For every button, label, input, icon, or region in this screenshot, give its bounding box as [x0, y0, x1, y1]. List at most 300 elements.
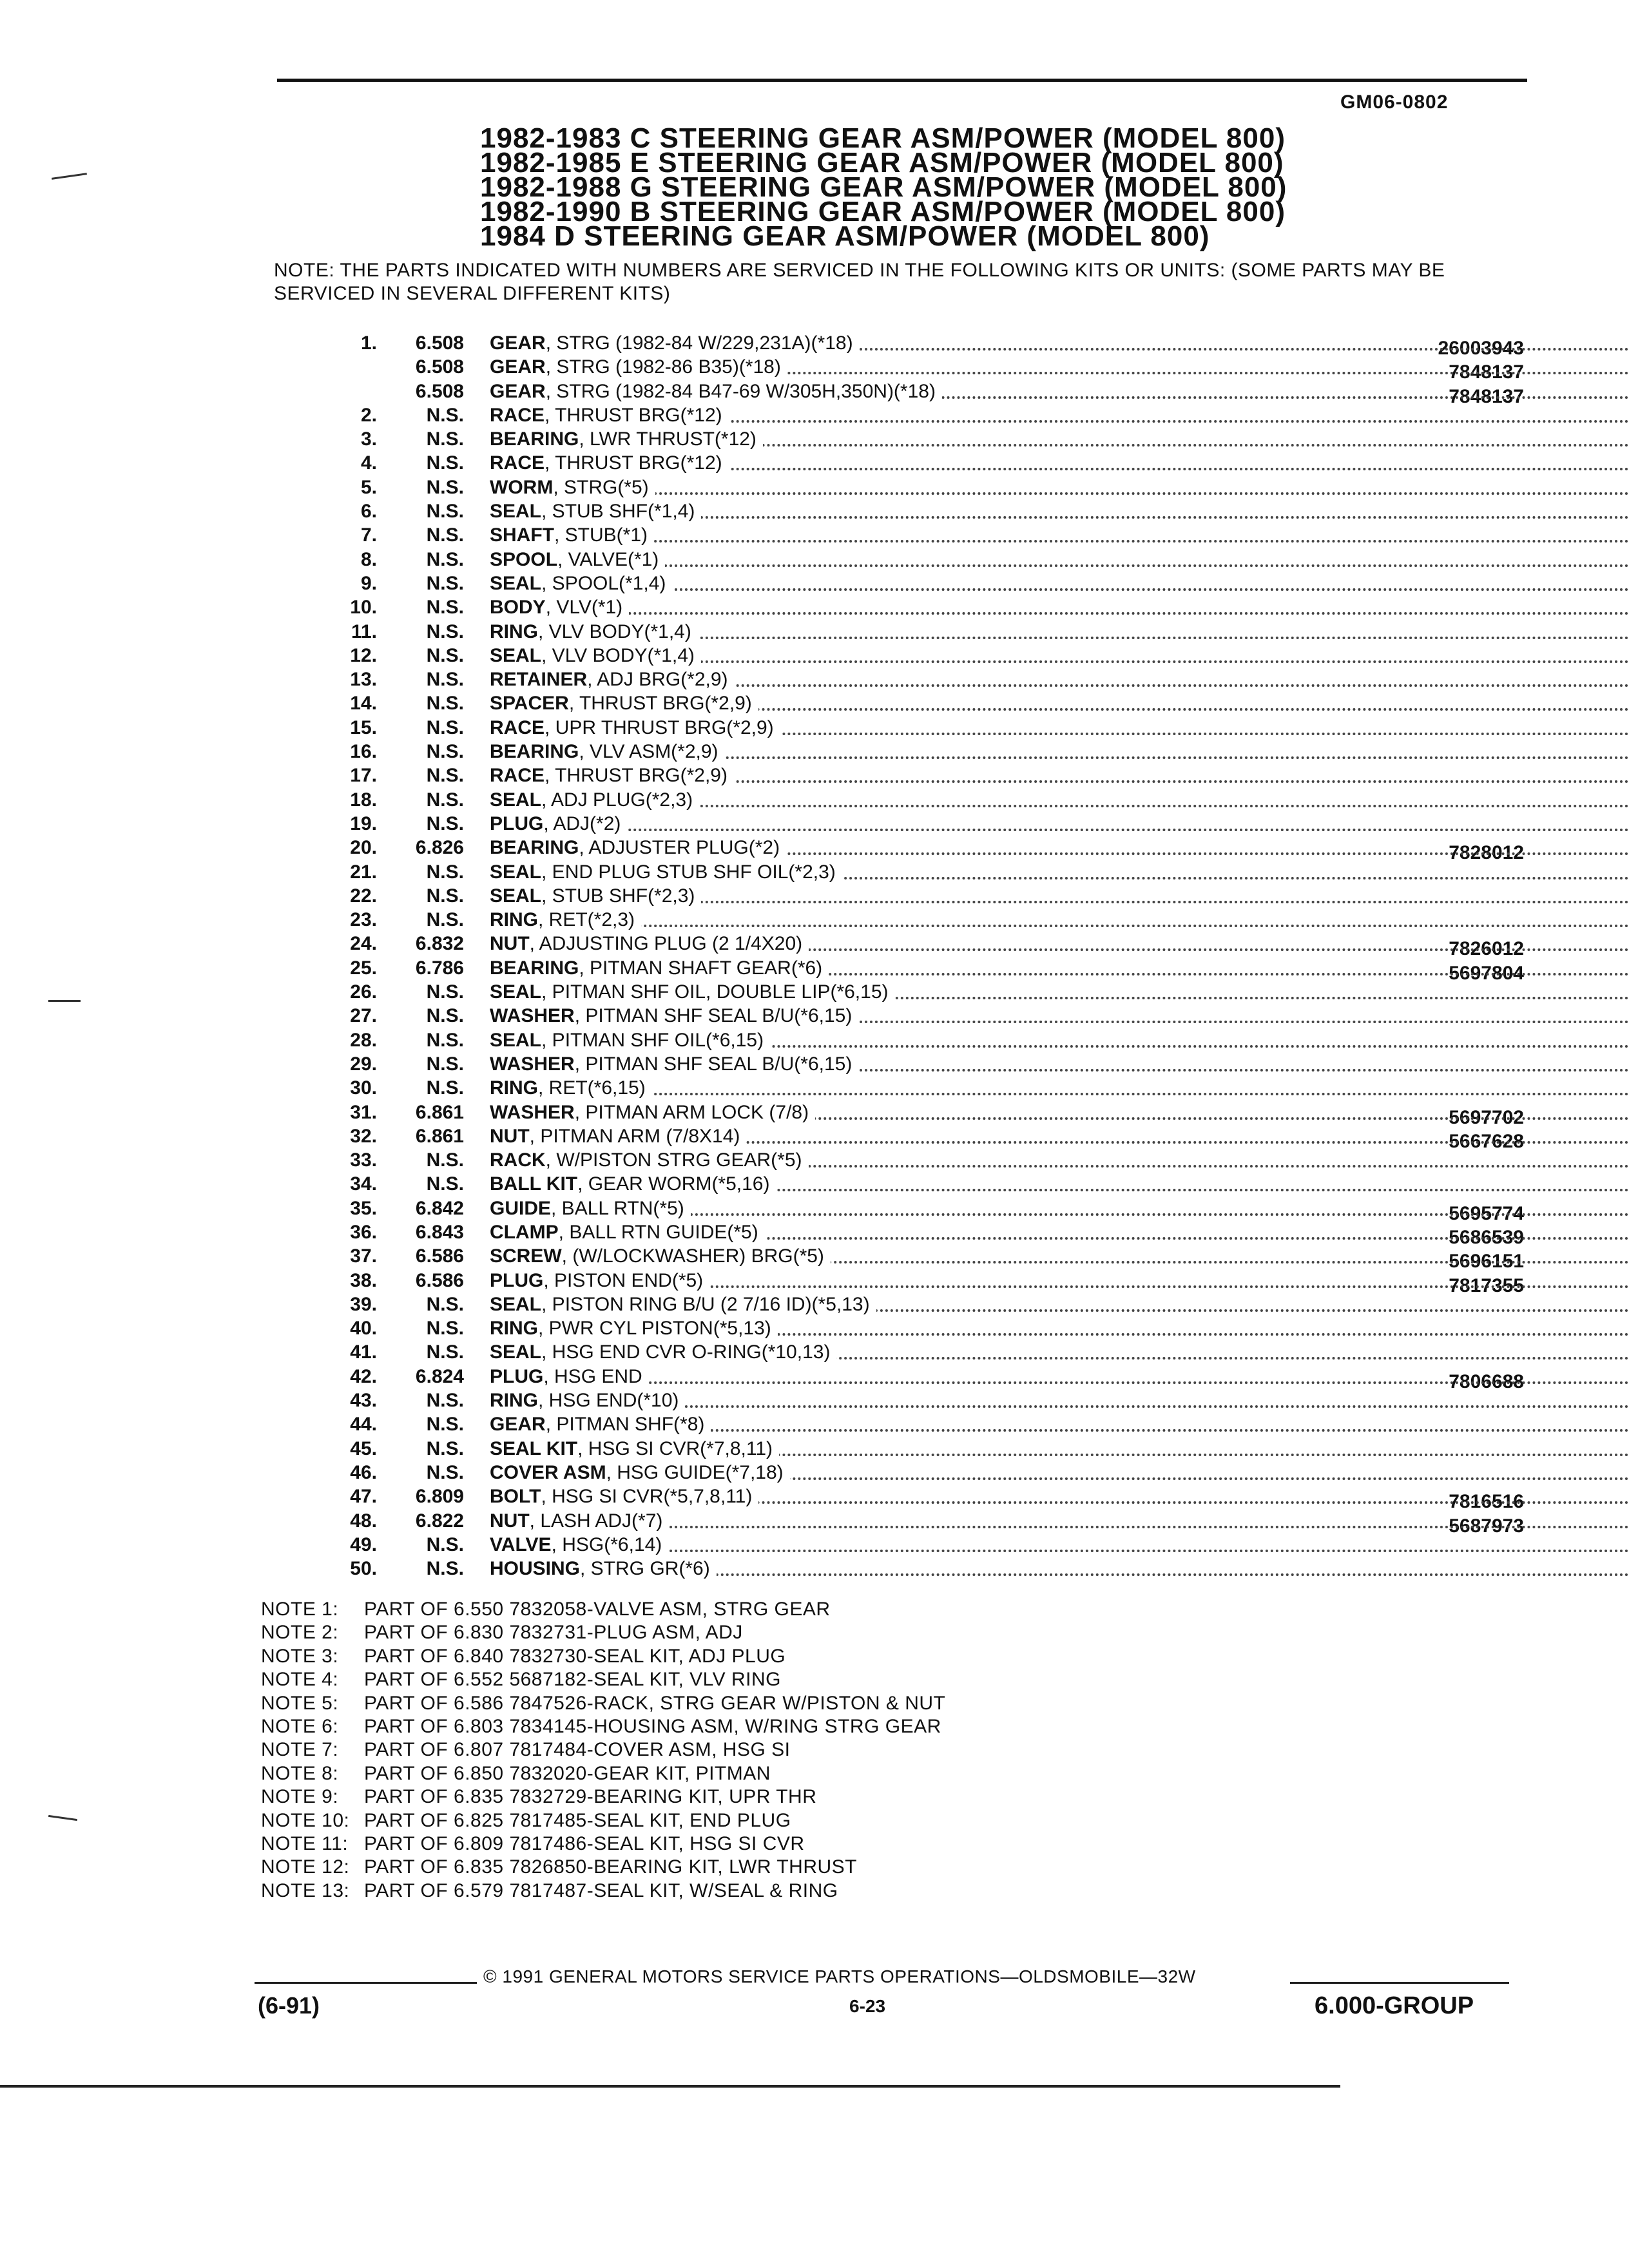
part-detail: , THRUST BRG(*2,9)	[568, 693, 752, 715]
dot-leader	[490, 612, 1629, 615]
part-detail: , ADJUSTING PLUG (2 1/4X20)	[529, 933, 803, 955]
ref-number: 38.	[350, 1269, 377, 1291]
part-row	[309, 1389, 1534, 1412]
part-description	[490, 572, 1629, 595]
group-number: 6.809	[415, 1486, 464, 1508]
part-row	[309, 716, 1534, 740]
group-number: N.S.	[426, 789, 464, 811]
group-number: N.S.	[426, 812, 464, 834]
group-number: N.S.	[426, 669, 464, 691]
part-description	[490, 1557, 1629, 1581]
part-name: BALL KIT	[490, 1173, 578, 1195]
group-number: N.S.	[426, 524, 464, 546]
ref-number: 42.	[350, 1365, 377, 1387]
part-row	[309, 668, 1534, 691]
note-line	[261, 1692, 945, 1715]
part-name: SEAL KIT	[490, 1437, 578, 1459]
part-detail: , UPR THRUST BRG(*2,9)	[545, 716, 774, 738]
part-name: PLUG	[490, 812, 544, 834]
part-row	[309, 1028, 1534, 1052]
part-row	[309, 427, 1534, 451]
part-name: GUIDE	[490, 1197, 552, 1219]
part-name: SEAL	[490, 501, 542, 523]
dot-leader	[490, 1381, 1629, 1384]
part-name: SPOOL	[490, 548, 558, 570]
part-name: RING	[490, 909, 538, 931]
group-number: N.S.	[426, 1341, 464, 1363]
part-detail: , HSG END	[543, 1365, 642, 1387]
part-detail: , HSG END(*10)	[538, 1390, 679, 1412]
part-detail: , ADJUSTER PLUG(*2)	[579, 837, 780, 859]
ref-number: 40.	[350, 1318, 377, 1340]
part-name: SEAL	[490, 861, 542, 883]
part-name: PLUG	[490, 1269, 544, 1291]
ref-number: 28.	[350, 1029, 377, 1051]
part-detail: , VLV BODY(*1,4)	[538, 620, 691, 642]
part-number: 7826012	[1449, 938, 1524, 960]
part-number: 5667628	[1449, 1130, 1524, 1152]
part-number: 26003943	[1438, 338, 1524, 359]
group-number: 6.586	[415, 1245, 464, 1267]
part-detail: , BALL RTN GUIDE(*5)	[558, 1221, 758, 1243]
part-description	[490, 1412, 1629, 1436]
part-detail: , STUB SHF(*2,3)	[541, 885, 695, 907]
part-row	[309, 1244, 1534, 1273]
group-number: N.S.	[426, 620, 464, 642]
ref-number: 10.	[350, 597, 377, 619]
part-description	[490, 1148, 1629, 1172]
part-detail: , BALL RTN(*5)	[551, 1197, 684, 1219]
part-detail: , HSG SI CVR(*5,7,8,11)	[541, 1486, 753, 1508]
note-label: NOTE 4:	[261, 1669, 339, 1691]
ref-number: 16.	[350, 741, 377, 763]
part-description	[490, 499, 1629, 523]
ref-number: 5.	[360, 476, 377, 498]
ref-number: 15.	[350, 716, 377, 738]
part-detail: , STUB SHF(*1,4)	[541, 501, 695, 523]
ref-number: 49.	[350, 1533, 377, 1555]
note-label: NOTE 5:	[261, 1692, 339, 1714]
note-line	[261, 1715, 945, 1738]
note-text: PART OF 6.552 5687182-SEAL KIT, VLV RING	[364, 1669, 781, 1691]
part-row	[309, 884, 1534, 908]
part-description	[490, 788, 1629, 812]
note-label: NOTE 1:	[261, 1599, 339, 1620]
part-name: BOLT	[490, 1486, 541, 1508]
ref-number: 33.	[350, 1149, 377, 1171]
ref-number: 44.	[350, 1414, 377, 1436]
group-number: N.S.	[426, 597, 464, 619]
ref-number: 45.	[350, 1437, 377, 1459]
part-name: RING	[490, 1077, 538, 1099]
part-detail: , ADJ BRG(*2,9)	[587, 669, 728, 691]
part-detail: , ADJ(*2)	[543, 812, 621, 834]
note-text: PART OF 6.825 7817485-SEAL KIT, END PLUG	[364, 1809, 791, 1831]
group-number: N.S.	[426, 765, 464, 787]
group-number: 6.586	[415, 1269, 464, 1291]
group-number: N.S.	[426, 501, 464, 523]
part-name: RACE	[490, 716, 545, 738]
note-line	[261, 1645, 945, 1668]
part-detail: , PITMAN ARM (7/8X14)	[529, 1125, 740, 1147]
ref-number: 24.	[350, 933, 377, 955]
part-row	[309, 1365, 1534, 1392]
part-name: SEAL	[490, 1029, 542, 1051]
note-label: NOTE 11:	[261, 1833, 349, 1855]
group-number: N.S.	[426, 861, 464, 883]
part-detail: , VLV ASM(*2,9)	[579, 741, 718, 763]
part-description	[490, 451, 1629, 475]
ref-number: 14.	[350, 693, 377, 715]
part-name: BEARING	[490, 428, 579, 450]
part-detail: , STRG (1982-86 B35)(*18)	[545, 356, 781, 378]
part-name: NUT	[490, 933, 530, 955]
part-detail: , PITMAN ARM LOCK (7/8)	[574, 1101, 809, 1123]
part-detail: , HSG SI CVR(*7,8,11)	[577, 1437, 773, 1459]
part-row	[309, 1485, 1534, 1513]
group-number: N.S.	[426, 476, 464, 498]
part-number: 7828012	[1449, 842, 1524, 864]
part-name: GEAR	[490, 332, 546, 354]
note-label: NOTE 2:	[261, 1622, 339, 1644]
part-name: BODY	[490, 597, 546, 619]
part-name: VALVE	[490, 1533, 552, 1555]
ref-number: 23.	[350, 909, 377, 931]
group-number: N.S.	[426, 1437, 464, 1459]
dot-leader	[490, 925, 1629, 927]
part-detail: , THRUST BRG(*12)	[545, 404, 722, 426]
ref-number: 35.	[350, 1197, 377, 1219]
part-description	[490, 523, 1629, 547]
ref-number: 47.	[350, 1486, 377, 1508]
part-description	[490, 620, 1629, 644]
group-number: 6.861	[415, 1101, 464, 1123]
group-number: 6.824	[415, 1365, 464, 1387]
part-detail: , VALVE(*1)	[557, 548, 659, 570]
part-description	[490, 691, 1629, 715]
part-description	[490, 403, 1629, 427]
part-detail: , RET(*2,3)	[538, 909, 635, 931]
part-name: BEARING	[490, 837, 579, 859]
part-row	[309, 764, 1534, 787]
part-number: 5696151	[1449, 1251, 1524, 1273]
part-row	[309, 380, 1534, 407]
group-number: N.S.	[426, 1029, 464, 1051]
group-number: 6.508	[415, 356, 464, 378]
part-row	[309, 499, 1534, 523]
part-name: RACK	[490, 1149, 546, 1171]
part-number: 7848137	[1449, 385, 1524, 407]
ref-number: 39.	[350, 1293, 377, 1315]
group-number: N.S.	[426, 1461, 464, 1483]
group-number: N.S.	[426, 885, 464, 907]
group-number: N.S.	[426, 1533, 464, 1555]
group-number: 6.832	[415, 933, 464, 955]
part-name: SEAL	[490, 1293, 542, 1315]
part-description	[490, 1340, 1629, 1364]
footer-rule-right	[1290, 1982, 1509, 1984]
ref-number: 31.	[350, 1101, 377, 1123]
scan-mark	[48, 1000, 81, 1002]
part-row	[309, 1293, 1534, 1316]
part-description	[490, 427, 1629, 451]
part-name: RACE	[490, 452, 545, 474]
part-row	[309, 476, 1534, 499]
ref-number: 20.	[350, 837, 377, 859]
note-label: NOTE 8:	[261, 1762, 339, 1784]
note-label: NOTE 12:	[261, 1856, 350, 1878]
part-row	[309, 860, 1534, 884]
part-detail: , HSG(*6,14)	[551, 1533, 662, 1555]
part-detail: , PITMAN SHF SEAL B/U(*6,15)	[574, 1005, 853, 1027]
ref-number: 37.	[350, 1245, 377, 1267]
part-name: NUT	[490, 1125, 530, 1147]
part-row	[309, 1124, 1534, 1152]
parts-list	[309, 331, 1534, 1581]
group-number: N.S.	[426, 981, 464, 1003]
ref-number: 43.	[350, 1390, 377, 1412]
group-number: 6.822	[415, 1510, 464, 1532]
part-row	[309, 331, 1534, 359]
part-description	[490, 980, 1629, 1004]
part-detail: , PITMAN SHF OIL(*6,15)	[541, 1029, 764, 1051]
part-number: 7806688	[1449, 1370, 1524, 1392]
part-row	[309, 740, 1534, 764]
group-number: 6.508	[415, 380, 464, 402]
ref-number: 2.	[360, 404, 377, 426]
part-detail: , W/PISTON STRG GEAR(*5)	[545, 1149, 802, 1171]
dot-leader	[490, 829, 1629, 831]
part-description	[490, 716, 1629, 740]
part-description	[490, 1389, 1629, 1412]
note-text: PART OF 6.803 7834145-HOUSING ASM, W/RING STRG GEAR	[364, 1716, 941, 1738]
part-number: 5687973	[1449, 1515, 1524, 1537]
part-row	[309, 1100, 1534, 1128]
part-row	[309, 620, 1534, 644]
part-name: BEARING	[490, 741, 579, 763]
part-detail: , PITMAN SHF SEAL B/U(*6,15)	[574, 1053, 853, 1075]
part-detail: , VLV BODY(*1,4)	[541, 644, 695, 666]
note-label: NOTE 10:	[261, 1809, 350, 1831]
part-description	[490, 812, 1629, 836]
part-name: SEAL	[490, 885, 542, 907]
note-text: PART OF 6.807 7817484-COVER ASM, HSG SI	[364, 1739, 791, 1761]
part-detail: , LASH ADJ(*7)	[529, 1510, 663, 1532]
part-row	[309, 1076, 1534, 1100]
ref-number: 32.	[350, 1125, 377, 1147]
ref-number: 25.	[350, 957, 377, 979]
group-number: N.S.	[426, 548, 464, 570]
part-detail: , STRG (1982-84 W/229,231A)(*18)	[545, 332, 853, 354]
group-number: 6.843	[415, 1221, 464, 1243]
part-description	[490, 1316, 1629, 1340]
part-name: NUT	[490, 1510, 530, 1532]
group-number: N.S.	[426, 452, 464, 474]
group-number: 6.786	[415, 957, 464, 979]
part-detail: , STRG (1982-84 B47-69 W/305H,350N)(*18)	[545, 380, 936, 402]
title-line: 1982-1983 C STEERING GEAR ASM/POWER (MODEL 800)	[480, 122, 1286, 154]
part-detail: , SPOOL(*1,4)	[541, 572, 666, 594]
group-number: N.S.	[426, 909, 464, 931]
note-text: PART OF 6.835 7832729-BEARING KIT, UPR THR	[364, 1786, 817, 1808]
part-description	[490, 860, 1629, 884]
part-description	[490, 595, 1629, 619]
part-number: 5697702	[1449, 1106, 1524, 1128]
group-number: N.S.	[426, 1149, 464, 1171]
note-text: PART OF 6.579 7817487-SEAL KIT, W/SEAL & RING	[364, 1879, 838, 1901]
part-name: RING	[490, 1390, 538, 1412]
footer-date: (6-91)	[258, 1992, 320, 2019]
part-detail: , STRG GR(*6)	[580, 1558, 710, 1580]
ref-number: 18.	[350, 789, 377, 811]
part-description	[490, 1461, 1629, 1485]
part-row	[309, 788, 1534, 812]
part-description	[490, 668, 1629, 691]
ref-number: 1.	[360, 332, 377, 354]
part-row	[309, 1461, 1534, 1485]
part-name: PLUG	[490, 1365, 544, 1387]
header-note: NOTE: THE PARTS INDICATED WITH NUMBERS ARE SERVICED IN THE FOLLOWING KITS OR UNITS: (SOME PARTS MAY BE SERVICED IN SEVERAL DIFFERENT KITS)	[274, 260, 1445, 304]
part-detail: , END PLUG STUB SHF OIL(*2,3)	[541, 861, 836, 883]
group-number: 6.861	[415, 1125, 464, 1147]
part-description	[490, 1004, 1629, 1028]
part-description	[490, 476, 1629, 499]
ref-number: 3.	[360, 428, 377, 450]
part-detail: , GEAR WORM(*5,16)	[577, 1173, 770, 1195]
part-name: WASHER	[490, 1053, 575, 1075]
note-line	[261, 1785, 945, 1809]
note-line	[261, 1832, 945, 1856]
ref-number: 21.	[350, 861, 377, 883]
title-block	[480, 122, 1287, 252]
part-row	[309, 1533, 1534, 1557]
ref-number: 22.	[350, 885, 377, 907]
part-detail: , STUB(*1)	[554, 524, 648, 546]
part-row	[309, 548, 1534, 572]
part-row	[309, 1004, 1534, 1028]
part-detail: , STRG(*5)	[553, 476, 649, 498]
note-line	[261, 1598, 945, 1621]
title-line: 1982-1988 G STEERING GEAR ASM/POWER (MODEL 800)	[480, 171, 1287, 203]
document-number: GM06-0802	[1340, 91, 1449, 113]
note-line	[261, 1668, 945, 1691]
ref-number: 8.	[360, 548, 377, 570]
part-detail: , THRUST BRG(*12)	[545, 452, 722, 474]
ref-number: 29.	[350, 1053, 377, 1075]
part-row	[309, 1412, 1534, 1436]
note-label: NOTE 6:	[261, 1716, 339, 1738]
part-row	[309, 1269, 1534, 1296]
group-number: N.S.	[426, 428, 464, 450]
part-description	[490, 1028, 1629, 1052]
part-row	[309, 355, 1534, 383]
part-name: SEAL	[490, 789, 542, 811]
group-number: N.S.	[426, 693, 464, 715]
part-detail: , PITMAN SHAFT GEAR(*6)	[579, 957, 823, 979]
footer-copyright: © 1991 GENERAL MOTORS SERVICE PARTS OPERATIONS—OLDSMOBILE—32W	[483, 1966, 1196, 1986]
note-text: PART OF 6.830 7832731-PLUG ASM, ADJ	[364, 1622, 743, 1644]
group-number: N.S.	[426, 1005, 464, 1027]
part-row	[309, 1340, 1534, 1364]
part-row	[309, 595, 1534, 619]
part-detail: , PITMAN SHF(*8)	[545, 1414, 705, 1436]
ref-number: 12.	[350, 644, 377, 666]
note-line	[261, 1879, 945, 1903]
ref-number: 19.	[350, 812, 377, 834]
part-row	[309, 932, 1534, 960]
note-line	[261, 1856, 945, 1879]
ref-number: 30.	[350, 1077, 377, 1099]
note-text: PART OF 6.840 7832730-SEAL KIT, ADJ PLUG	[364, 1645, 786, 1667]
part-row	[309, 451, 1534, 475]
group-number: N.S.	[426, 1293, 464, 1315]
part-description	[490, 1437, 1629, 1461]
part-name: HOUSING	[490, 1558, 581, 1580]
part-detail: , HSG END CVR O-RING(*10,13)	[541, 1341, 831, 1363]
part-number: 7817355	[1449, 1274, 1524, 1296]
group-number: N.S.	[426, 1053, 464, 1075]
note-text: PART OF 6.586 7847526-RACK, STRG GEAR W/PISTON & NUT	[364, 1692, 946, 1714]
part-name: RACE	[490, 765, 545, 787]
note-text: PART OF 6.809 7817486-SEAL KIT, HSG SI CVR	[364, 1833, 805, 1855]
bottom-rule	[0, 2085, 1340, 2088]
part-name: RACE	[490, 404, 545, 426]
ref-number: 9.	[360, 572, 377, 594]
group-number: N.S.	[426, 716, 464, 738]
part-row	[309, 1557, 1534, 1581]
part-row	[309, 1437, 1534, 1461]
part-description	[490, 764, 1629, 787]
footer-rule-left	[255, 1982, 477, 1984]
part-row	[309, 644, 1534, 668]
part-row	[309, 980, 1534, 1004]
ref-number: 46.	[350, 1461, 377, 1483]
part-description	[490, 1293, 1629, 1316]
group-number: N.S.	[426, 1077, 464, 1099]
group-number: N.S.	[426, 1558, 464, 1580]
part-number: 7816516	[1449, 1491, 1524, 1513]
part-number: 5695774	[1449, 1202, 1524, 1224]
part-name: SHAFT	[490, 524, 554, 546]
part-name: CLAMP	[490, 1221, 559, 1243]
footer-group: 6.000-GROUP	[1315, 1992, 1474, 2019]
note-label: NOTE 3:	[261, 1645, 339, 1667]
note-text: PART OF 6.850 7832020-GEAR KIT, PITMAN	[364, 1762, 771, 1784]
scan-mark	[48, 1815, 77, 1821]
part-row	[309, 812, 1534, 836]
part-detail: , VLV(*1)	[545, 597, 623, 619]
dot-leader	[490, 492, 1629, 495]
ref-number: 6.	[360, 501, 377, 523]
group-number: N.S.	[426, 404, 464, 426]
top-rule	[277, 79, 1527, 82]
part-name: BEARING	[490, 957, 579, 979]
part-name: RETAINER	[490, 669, 588, 691]
note-line	[261, 1621, 945, 1644]
part-detail: , PISTON END(*5)	[543, 1269, 704, 1291]
part-detail: , PITMAN SHF OIL, DOUBLE LIP(*6,15)	[541, 981, 889, 1003]
part-description	[490, 1052, 1629, 1076]
part-number: 5697804	[1449, 962, 1524, 984]
part-name: WASHER	[490, 1101, 575, 1123]
group-number: N.S.	[426, 741, 464, 763]
part-name: GEAR	[490, 380, 546, 402]
ref-number: 48.	[350, 1510, 377, 1532]
part-name: SPACER	[490, 693, 569, 715]
note-label: NOTE 9:	[261, 1786, 339, 1808]
ref-number: 13.	[350, 669, 377, 691]
part-name: COVER ASM	[490, 1461, 606, 1483]
